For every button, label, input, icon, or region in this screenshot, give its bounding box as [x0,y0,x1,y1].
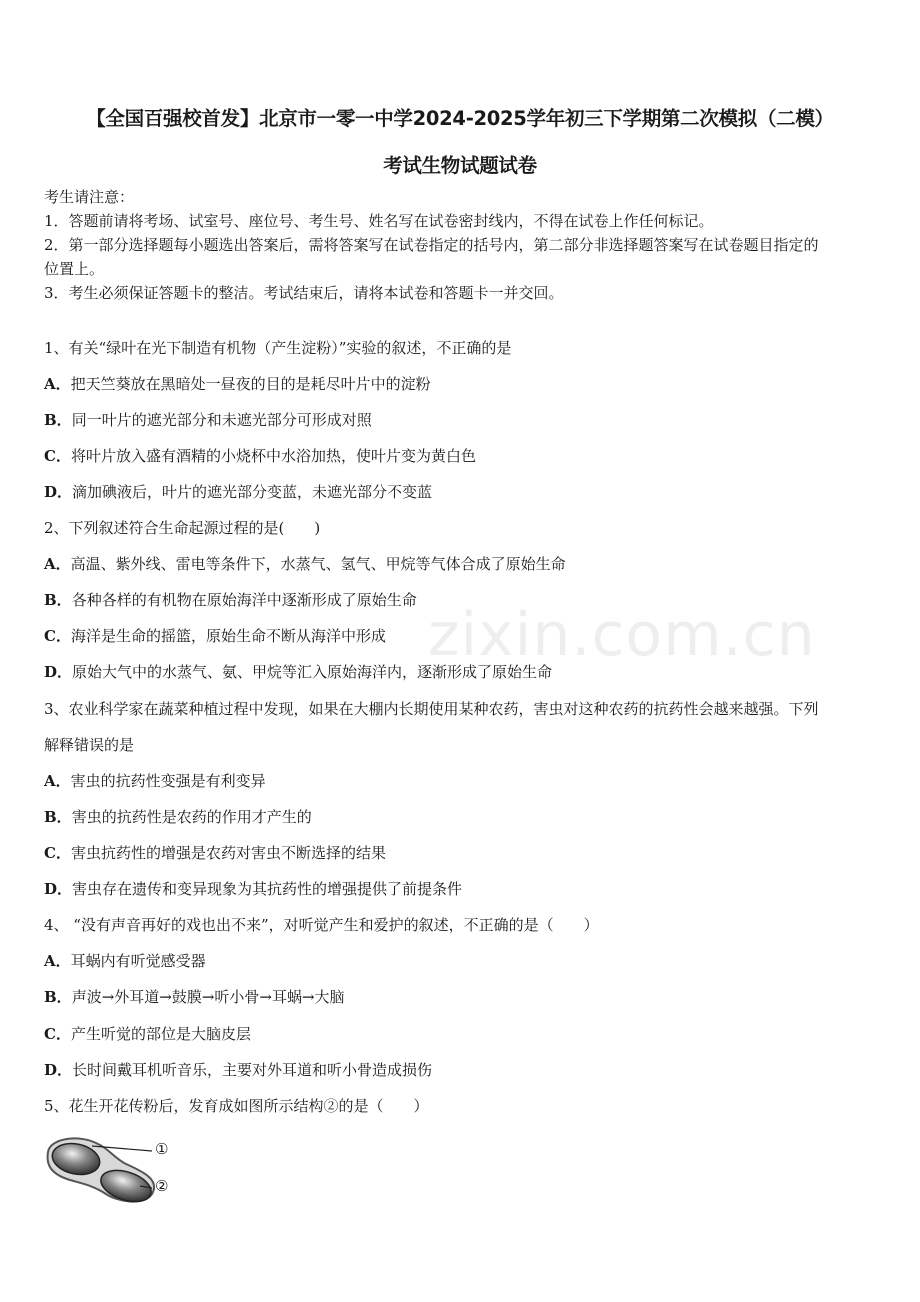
option-letter: C． [44,1025,71,1043]
question-option [44,771,266,791]
question-option [44,662,552,682]
notice-item: 2．第一部分选择题每小题选出答案后，需将答案写在试卷指定的括号内，第二部分非选择题答案写在试卷题目指定的 [44,236,819,254]
option-text: 原始大气中的水蒸气、氨、甲烷等汇入原始海洋内，逐渐形成了原始生命 [72,663,553,681]
question-option [44,374,431,394]
option-letter: C． [44,844,71,862]
option-text: 害虫的抗药性变强是有利变异 [70,772,266,790]
question-option [44,554,566,574]
peanut-figure [40,1130,180,1210]
option-text: 高温、紫外线、雷电等条件下，水蒸气、氢气、甲烷等气体合成了原始生命 [70,555,566,573]
option-text: 害虫抗药性的增强是农药对害虫不断选择的结果 [70,844,386,862]
option-text: 产生听觉的部位是大脑皮层 [70,1025,251,1043]
option-letter: A． [44,952,71,970]
figure-label-1: ① [155,1140,169,1158]
question-option [44,987,345,1007]
question-option [44,951,206,971]
option-letter: A． [44,772,71,790]
notice-item: 1．答题前请将考场、试室号、座位号、考生号、姓名写在试卷密封线内，不得在试卷上作任何标记。 [44,212,714,230]
question-stem: 5、花生开花传粉后，发育成如图所示结构②的是（ ） [44,1097,429,1115]
option-text: 耳蜗内有听觉感受器 [70,952,206,970]
watermark: zixin.com.cn [428,600,816,670]
option-letter: C． [44,447,71,465]
option-text: 各种各样的有机物在原始海洋中逐渐形成了原始生命 [71,591,417,609]
option-text: 害虫的抗药性是农药的作用才产生的 [71,808,312,826]
option-letter: B． [44,411,72,429]
document-title-line2: 考试生物试题试卷 [383,154,537,177]
notice-item: 位置上。 [44,260,105,278]
question-stem-cont: 解释错误的是 [44,736,135,754]
option-letter: B． [44,808,72,826]
question-option [44,1024,251,1044]
option-text: 长时间戴耳机听音乐，主要对外耳道和听小骨造成损伤 [72,1061,433,1079]
option-letter: B． [44,591,72,609]
option-letter: C． [44,627,71,645]
option-text: 海洋是生命的摇篮，原始生命不断从海洋中形成 [70,627,386,645]
question-option [44,590,417,610]
question-option [44,843,386,863]
question-option [44,626,386,646]
figure-label-2: ② [155,1177,169,1195]
question-option [44,482,432,502]
question-stem: 3、农业科学家在蔬菜种植过程中发现，如果在大棚内长期使用某种农药，害虫对这种农药的抗药性会越来越强。下列 [44,700,819,718]
option-text: 害虫存在遗传和变异现象为其抗药性的增强提供了前提条件 [72,880,463,898]
option-text: 声波→外耳道→鼓膜→听小骨→耳蜗→大脑 [71,988,345,1006]
option-letter: A． [44,375,71,393]
question-option [44,807,312,827]
option-letter: D． [44,1061,73,1079]
option-letter: B． [44,988,72,1006]
option-text: 同一叶片的遮光部分和未遮光部分可形成对照 [71,411,372,429]
question-stem: 2、下列叙述符合生命起源过程的是( ) [44,519,321,537]
option-text: 滴加碘液后，叶片的遮光部分变蓝，未遮光部分不变蓝 [72,483,433,501]
question-option [44,446,476,466]
option-letter: D． [44,880,73,898]
notice-heading: 考生请注意： [44,188,135,206]
question-option [44,1060,432,1080]
option-letter: D． [44,663,73,681]
question-stem: 1、有关“绿叶在光下制造有机物（产生淀粉）”实验的叙述，不正确的是 [44,339,512,357]
notice-item: 3．考生必须保证答题卡的整洁。考试结束后，请将本试卷和答题卡一并交回。 [44,284,564,302]
question-stem: 4、 “没有声音再好的戏也出不来”，对听觉产生和爱护的叙述，不正确的是（ ） [44,916,599,934]
question-option [44,879,462,899]
option-letter: D． [44,483,73,501]
question-option [44,410,372,430]
option-text: 将叶片放入盛有酒精的小烧杯中水浴加热，使叶片变为黄白色 [70,447,476,465]
option-letter: A． [44,555,71,573]
document-title-line1: 【全国百强校首发】北京市一零一中学2024-2025学年初三下学期第二次模拟（二模） [86,107,834,130]
option-text: 把天竺葵放在黑暗处一昼夜的目的是耗尽叶片中的淀粉 [70,375,431,393]
